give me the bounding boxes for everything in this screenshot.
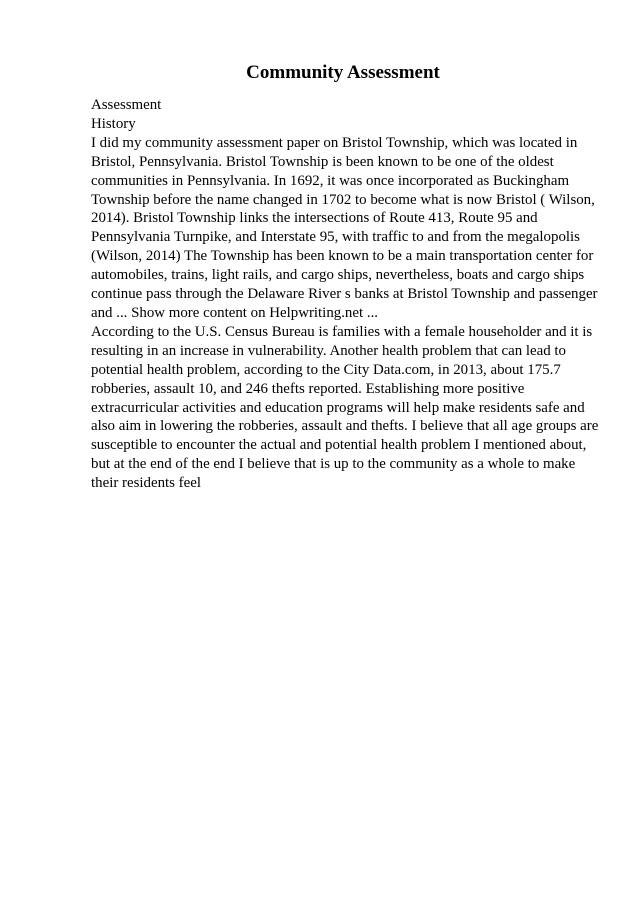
body-line: resulting in an increase in vulnerability. Another health problem that can lead to <box>91 342 566 359</box>
body-line: robberies, assault 10, and 246 thefts reported. Establishing more positive <box>91 380 525 397</box>
body-line: History <box>91 115 136 132</box>
document-title: Community Assessment <box>246 62 440 83</box>
body-line: susceptible to encounter the actual and potential health problem I mentioned about, <box>91 437 587 454</box>
body-line: According to the U.S. Census Bureau is families with a female householder and it is <box>91 323 593 340</box>
body-line: 2014). Bristol Township links the intersections of Route 413, Route 95 and <box>91 210 538 227</box>
body-line: their residents feel <box>91 475 201 492</box>
body-line: extracurricular activities and education programs will help make residents safe and <box>91 399 585 416</box>
body-line: Assessment <box>91 97 162 113</box>
body-line: (Wilson, 2014) The Township has been known to be a main transportation center for <box>91 248 594 265</box>
body-line: I did my community assessment paper on Bristol Township, which was located in <box>91 134 578 151</box>
body-line: continue pass through the Delaware River s banks at Bristol Township and passenger <box>91 286 598 303</box>
body-line: Bristol, Pennsylvania. Bristol Township is been known to be one of the oldest <box>91 153 554 170</box>
body-line: Pennsylvania Turnpike, and Interstate 95, with traffic to and from the megalopolis <box>91 229 580 246</box>
body-line: automobiles, trains, light rails, and cargo ships, nevertheless, boats and cargo ships <box>91 267 585 284</box>
document-body <box>91 96 599 493</box>
body-line: communities in Pennsylvania. In 1692, it was once incorporated as Buckingham <box>91 172 570 189</box>
body-line: also aim in lowering the robberies, assault and thefts. I believe that all age groups are <box>91 418 599 435</box>
body-line: Township before the name changed in 1702 to become what is now Bristol ( Wilson, <box>91 191 595 208</box>
body-line: potential health problem, according to the City Data.com, in 2013, about 175.7 <box>91 361 561 378</box>
body-line: but at the end of the end I believe that is up to the community as a whole to make <box>91 456 576 473</box>
body-line: and ... Show more content on Helpwriting.net ... <box>91 304 379 321</box>
